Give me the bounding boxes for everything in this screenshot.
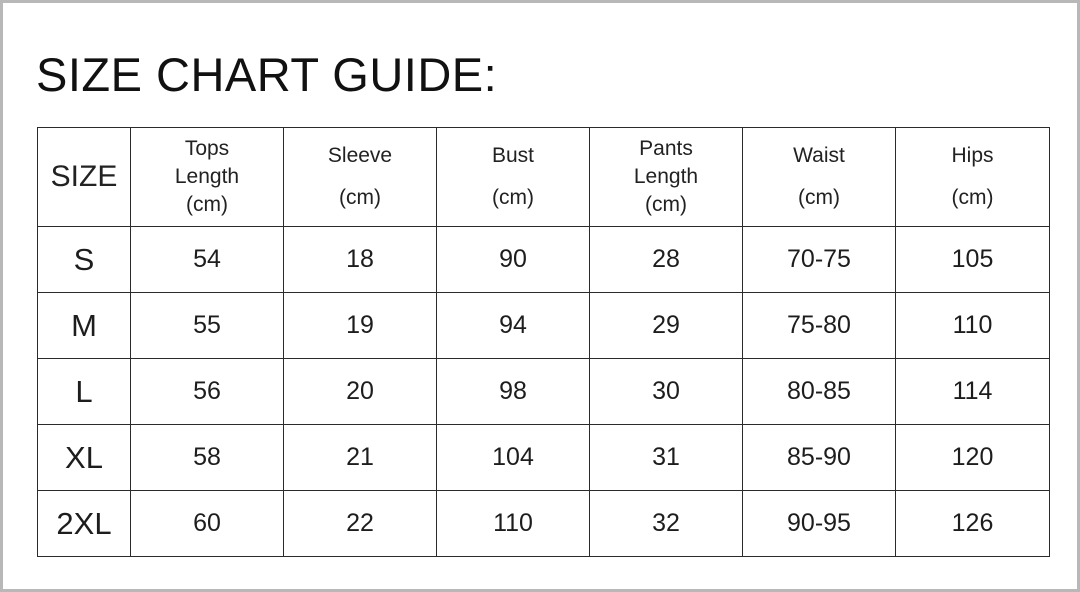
pants-length-cell: 28 <box>590 227 743 293</box>
size-cell: XL <box>38 425 131 491</box>
tops-length-cell: 54 <box>131 227 284 293</box>
tops-length-cell: 55 <box>131 293 284 359</box>
sleeve-cell: 22 <box>284 491 437 557</box>
hips-cell: 120 <box>896 425 1050 491</box>
hips-cell: 105 <box>896 227 1050 293</box>
tops-length-cell: 56 <box>131 359 284 425</box>
sleeve-cell: 20 <box>284 359 437 425</box>
bust-cell: 98 <box>437 359 590 425</box>
header-sleeve: Sleeve (cm) <box>284 128 437 227</box>
sleeve-cell: 19 <box>284 293 437 359</box>
tops-length-cell: 58 <box>131 425 284 491</box>
waist-cell: 70-75 <box>743 227 896 293</box>
hips-cell: 114 <box>896 359 1050 425</box>
header-bust: Bust (cm) <box>437 128 590 227</box>
table-row <box>38 227 1050 293</box>
bust-cell: 110 <box>437 491 590 557</box>
header-tops-length: Tops Length (cm) <box>131 128 284 227</box>
size-cell: 2XL <box>38 491 131 557</box>
page-title: SIZE CHART GUIDE: <box>36 48 498 101</box>
size-chart-table <box>37 127 1050 557</box>
header-row <box>38 128 1050 227</box>
table-row <box>38 359 1050 425</box>
tops-length-cell: 60 <box>131 491 284 557</box>
bust-cell: 104 <box>437 425 590 491</box>
size-cell: M <box>38 293 131 359</box>
hips-cell: 110 <box>896 293 1050 359</box>
waist-cell: 90-95 <box>743 491 896 557</box>
header-pants-length: Pants Length (cm) <box>590 128 743 227</box>
bust-cell: 90 <box>437 227 590 293</box>
waist-cell: 75-80 <box>743 293 896 359</box>
table-row <box>38 425 1050 491</box>
table-row <box>38 293 1050 359</box>
header-hips: Hips (cm) <box>896 128 1050 227</box>
waist-cell: 85-90 <box>743 425 896 491</box>
hips-cell: 126 <box>896 491 1050 557</box>
sleeve-cell: 21 <box>284 425 437 491</box>
pants-length-cell: 31 <box>590 425 743 491</box>
sleeve-cell: 18 <box>284 227 437 293</box>
table-row <box>38 491 1050 557</box>
header-size: SIZE <box>38 128 131 227</box>
pants-length-cell: 32 <box>590 491 743 557</box>
bust-cell: 94 <box>437 293 590 359</box>
pants-length-cell: 30 <box>590 359 743 425</box>
header-waist: Waist (cm) <box>743 128 896 227</box>
size-cell: L <box>38 359 131 425</box>
pants-length-cell: 29 <box>590 293 743 359</box>
size-cell: S <box>38 227 131 293</box>
waist-cell: 80-85 <box>743 359 896 425</box>
